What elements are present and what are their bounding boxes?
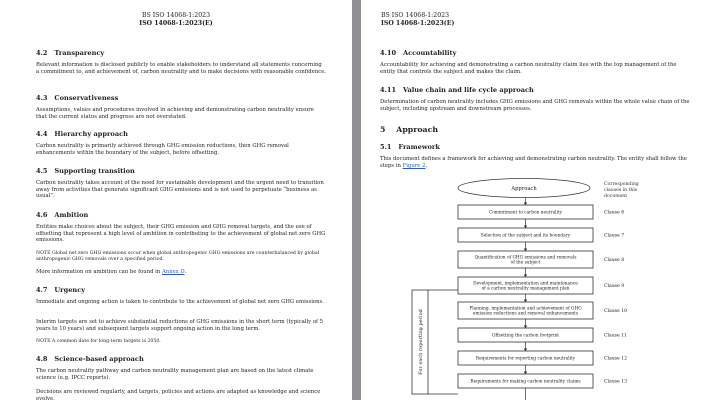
figure-2-link[interactable]: Figure 2 (402, 162, 426, 169)
section-number: 4.3 (36, 94, 48, 102)
flow-step-label: Requirements for reporting carbon neutrality (475, 356, 576, 362)
section-note: NOTE Global net zero GHG emissions occur when global anthropogenic GHG emissions are counterbalanced by global anthropogenic GHG removals over a specified period. (36, 251, 320, 263)
section-number: 4.5 (36, 167, 48, 175)
annex-d-link[interactable]: Annex D (161, 269, 185, 275)
annex-reference-text: More information on ambition can be found in (36, 269, 162, 275)
section-body: Immediate and ongoing action is taken to contribute to the achievement of global net zero GHG emissions. (36, 299, 324, 305)
page-header (0, 12, 352, 28)
section-body: Assumptions, values and procedures involved in achieving and demonstrating carbon neutrality ensure that the current status and progress are not overstated. (36, 107, 314, 120)
section-title: Framework (398, 143, 440, 151)
clause-reference: Clause 6 (604, 210, 625, 216)
section-heading-4-5 (36, 167, 135, 175)
flow-step-label: Selection of the subject and its boundary (480, 233, 571, 239)
framework-text-suffix: . (425, 162, 428, 169)
section-body: Carbon neutrality is primarily achieved through GHG emission reductions, then GHG removal enhancements within the boundary of the subject, before offsetting. (36, 143, 289, 156)
header-standard-number: ISO 14068-1:2023(E) (139, 20, 213, 27)
section-title: Conservativeness (54, 94, 119, 102)
section-body: The carbon neutrality pathway and carbon neutrality management plan are based on the latest climate science (e.g. IPCC reports). (36, 368, 314, 381)
approach-start-label: Approach (511, 186, 537, 192)
right-document-page (361, 0, 716, 400)
clause-reference: Clause 10 (604, 309, 628, 315)
section-body: Entities make choices about the subject, their GHG emission and GHG removal targets, and the use of offsetting that represent a high level of ambition in contributing to the achievement of global net zero GHG emissions. (36, 224, 326, 244)
section-title: Value chain and life cycle approach (402, 86, 534, 94)
section-body-2: Interim targets are set to achieve substantial reductions of GHG emissions in the short term (typically of 5 years to 10 years) and subsequent targets support ongoing action in the long term. (36, 319, 324, 332)
section-number: 4.7 (36, 286, 48, 294)
section-title: Transparency (54, 49, 105, 57)
flow-step-label: Offsetting the carbon footprint (491, 333, 560, 339)
section-number: 4.11 (380, 86, 397, 94)
reporting-period-label: For each reporting period (418, 309, 424, 375)
section-heading-4-4 (36, 130, 128, 138)
section-title: Urgency (54, 286, 86, 294)
section-heading-4-6 (36, 211, 88, 219)
section-heading-4-7 (36, 286, 85, 294)
clause-reference: Clause 12 (604, 356, 628, 362)
flow-step-label: Commitment to carbon neutrality (488, 210, 563, 216)
section-body: Relevant information is disclosed publicly to enable stakeholders to understand all statements concerning a commitment to, and achievement of, carbon neutrality and to make decisions with reasonable confidence. (36, 62, 327, 75)
flow-step-label: Planning, implementation and achievement of GHG emission reductions and removal enhancements (469, 306, 582, 317)
header-standard-code: BS ISO 14068-1:2023 (381, 12, 450, 19)
clause-reference: Clause 8 (604, 258, 625, 264)
section-number: 4.10 (380, 49, 397, 57)
section-body: Carbon neutrality takes account of the need for sustainable development and the urgent need to transition away from activities that generate significant GHG emissions and is not used to perpetuate “business as usual”. (36, 180, 324, 200)
section-title: Supporting transition (54, 167, 135, 175)
section-body: Determination of carbon neutrality includes GHG emissions and GHG removals within the whole value chain of the subject, including upstream and downstream processes. (380, 99, 690, 112)
section-heading-4-2 (36, 49, 104, 57)
section-title: Accountability (402, 49, 457, 57)
left-document-page (0, 0, 352, 400)
clause-reference: Clause 9 (604, 284, 625, 290)
section-title: Approach (396, 125, 439, 134)
section-number: 4.2 (36, 49, 48, 57)
annex-reference-line (36, 269, 326, 276)
annex-reference-suffix: . (184, 269, 187, 275)
clause-reference: Clause 13 (604, 379, 628, 385)
framework-flowchart (361, 0, 716, 400)
section-number: 5.1 (380, 143, 392, 151)
clause-reference: Clause 11 (604, 333, 628, 339)
flow-step-label: Requirements for making carbon neutrality claims (470, 379, 581, 385)
section-heading-4-3 (36, 94, 118, 102)
flow-step-label: Development, implementation and maintenance of a carbon neutrality management plan (473, 281, 578, 292)
section-title: Science-based approach (54, 355, 144, 363)
section-title: Hierarchy approach (54, 130, 128, 138)
framework-text: This document defines a framework for achieving and demonstrating carbon neutrality. The entity shall follow the steps in (380, 156, 687, 169)
flow-step-label: Quantification of GHG emissions and removals of the subject (474, 255, 577, 266)
header-standard-code: BS ISO 14068-1:2023 (141, 12, 211, 19)
clause-reference: Clause 7 (604, 233, 625, 239)
header-standard-number: ISO 14068-1:2023(E) (381, 20, 455, 27)
section-heading-4-8 (36, 355, 144, 363)
section-number: 4.4 (36, 130, 48, 138)
section-number: 4.8 (36, 355, 48, 363)
flowchart-steps (428, 198, 627, 400)
section-body-2: Decisions are reviewed regularly, and targets, policies and actions are adapted as knowledge and science evolve. (36, 389, 321, 400)
section-number: 5 (380, 125, 386, 134)
corresponding-clauses-header: Corresponding clauses in this document (604, 182, 639, 199)
section-note: NOTE A common date for long-term targets is 2050. (36, 339, 161, 344)
section-title: Ambition (54, 211, 89, 219)
section-number: 4.6 (36, 211, 48, 219)
section-body: Accountability for achieving and demonstrating a carbon neutrality claim lies with the top management of the entity that controls the subject and makes the claim. (380, 62, 677, 75)
